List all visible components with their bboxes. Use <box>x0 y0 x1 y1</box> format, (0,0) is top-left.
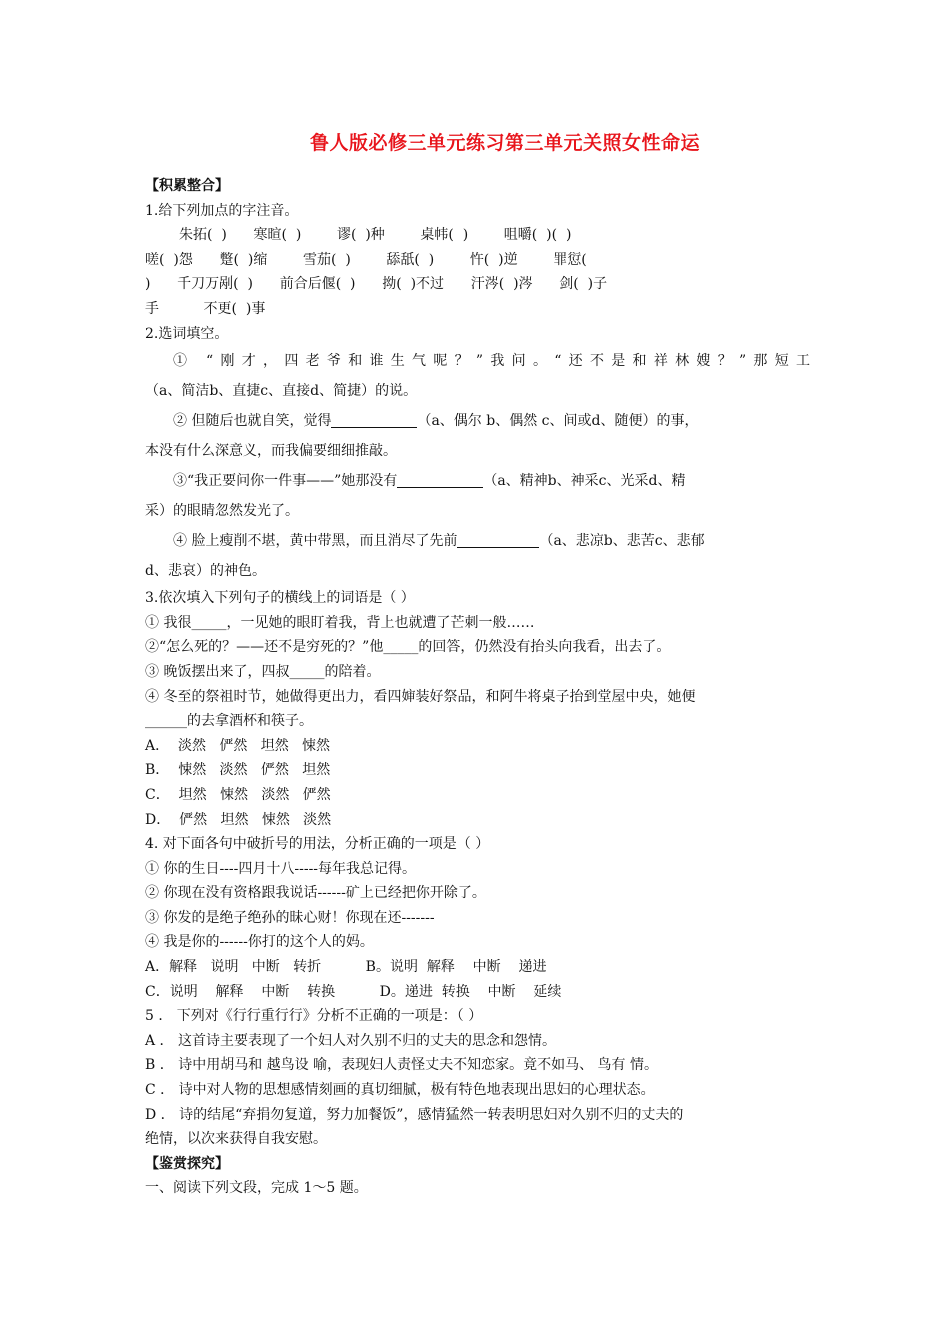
q4-line-3: ③ 你发的是绝子绝孙的昧心财！你现在还------- <box>145 909 435 926</box>
q1-row-4: 手 不更( )事 <box>145 300 266 317</box>
q2-s4-text: ④ 脸上瘦削不堪，黄中带黑，而且消尽了先前 <box>173 533 458 550</box>
q2-s2-blank[interactable] <box>331 411 417 428</box>
reading-instruction: 一、阅读下列文段，完成 1～5 题。 <box>145 1180 368 1197</box>
q3-prompt: 3.依次填入下列句子的横线上的词语是（ ） <box>145 590 415 607</box>
q3-option-a: A． 淡然 俨然 坦然 悚然 <box>145 737 331 754</box>
document-body <box>145 174 810 1201</box>
q5-option-b: B ． 诗中用胡马和 越鸟设 喻，表现妇人责怪丈夫不知恋家。竟不如马、 鸟有 情。 <box>145 1057 658 1074</box>
q2-s4-options: （a、悲凉b、悲苦c、悲郁 <box>539 533 705 550</box>
q3-option-d: D． 俨然 坦然 悚然 淡然 <box>145 811 332 828</box>
q2-s2-text: ② 但随后也就自笑，觉得 <box>173 413 332 430</box>
q5-option-d-1: D ． 诗的结尾“弃捐勿复道，努力加餐饭”，感情猛然一转表明思妇对久别不归的丈夫的 <box>145 1106 684 1123</box>
q2-sentence-1a: ① “刚才，四老爷和谁生气呢？”我问。“还不是和祥林嫂？”那短工 <box>173 353 810 370</box>
q5-option-a: A ． 这首诗主要表现了一个妇人对久别不归的丈夫的思念和怨情。 <box>145 1032 557 1049</box>
q2-s3-text: ③“我正要问你一件事——”她那没有 <box>173 473 398 490</box>
q4-line-2: ② 你现在没有资格跟我说话------矿上已经把你开除了。 <box>145 885 486 902</box>
q5-option-d-2: 绝情，以次来获得自我安慰。 <box>145 1131 327 1148</box>
q2-sentence-1b: （a、简洁b、直捷c、直接d、简捷）的说。 <box>145 383 418 400</box>
q3-line-5: ______的去拿酒杯和筷子。 <box>145 713 313 730</box>
q4-options-ab: A．解释 说明 中断 转折 B。说明 解释 中断 递进 <box>145 959 547 976</box>
q4-line-4: ④ 我是你的------你打的这个人的妈。 <box>145 934 374 951</box>
q5-prompt: 5 ． 下列对《行行重行行》分析不正确的一项是：（ ） <box>145 1008 483 1025</box>
q3-line-4: ④ 冬至的祭祖时节，她做得更出力，看四婶装好祭品，和阿牛将桌子抬到堂屋中央，她便 <box>145 688 696 705</box>
q2-sentence-4c: d、悲哀）的神色。 <box>145 563 266 580</box>
q2-sentence-2a <box>145 406 810 436</box>
q3-option-c: C． 坦然 悚然 淡然 俨然 <box>145 786 331 803</box>
q2-sentence-3a <box>145 466 810 496</box>
q2-s2-options: （a、偶尔 b、偶然 c、间或d、随便）的事， <box>417 413 699 430</box>
q4-line-1: ① 你的生日----四月十八-----每年我总记得。 <box>145 860 417 877</box>
q1-row-2: 嗟( )怨 蹩( )缩 雪茄( ) 舔舐( ) 忤( )逆 罪愆( <box>145 251 587 268</box>
q4-options-cd: C．说明 解释 中断 转换 D。递进 转换 中断 延续 <box>145 983 562 1000</box>
q2-s3-options: （a、精神b、神采c、光采d、精 <box>483 473 686 490</box>
q5-option-c: C ． 诗中对人物的思想感情刻画的真切细腻，极有特色地表现出思妇的心理状态。 <box>145 1082 655 1099</box>
q2-s4-blank[interactable] <box>457 531 539 548</box>
q4-prompt: 4. 对下面各句中破折号的用法，分析正确的一项是（ ） <box>145 836 490 853</box>
q2-prompt: 2.选词填空。 <box>145 325 229 342</box>
q2-s3-blank[interactable] <box>397 471 483 488</box>
q2-sentence-4a <box>145 526 810 556</box>
section-heading-appreciation: 【鉴赏探究】 <box>145 1155 229 1172</box>
section-heading-accumulation: 【积累整合】 <box>145 178 229 194</box>
q1-prompt: 1.给下列加点的字注音。 <box>145 202 299 219</box>
document-title: 鲁人版必修三单元练习第三单元关照女性命运 <box>309 132 700 154</box>
q3-line-1: ① 我很_____，一见她的眼盯着我，背上也就遭了芒刺一般…… <box>145 614 535 631</box>
q2-sentence-3c: 采）的眼睛忽然发光了。 <box>145 503 299 520</box>
q3-line-3: ③ 晚饭摆出来了，四叔_____的陪着。 <box>145 663 381 680</box>
q3-option-b: B． 悚然 淡然 俨然 坦然 <box>145 762 331 779</box>
q3-line-2: ②“怎么死的？——还不是穷死的？”他_____的回答，仍然没有抬头向我看，出去了。 <box>145 639 671 656</box>
q2-sentence-2c: 本没有什么深意义，而我偏要细细推敲。 <box>145 443 397 460</box>
q1-row-1: 朱拓( ) 寒暄( ) 谬( )种 桌帏( ) 咀嚼( )( ) <box>179 227 572 244</box>
q1-row-3: ) 千刀万剐( ) 前合后偃( ) 拗( )不过 汗涔( )涔 剑( )子 <box>145 276 608 293</box>
